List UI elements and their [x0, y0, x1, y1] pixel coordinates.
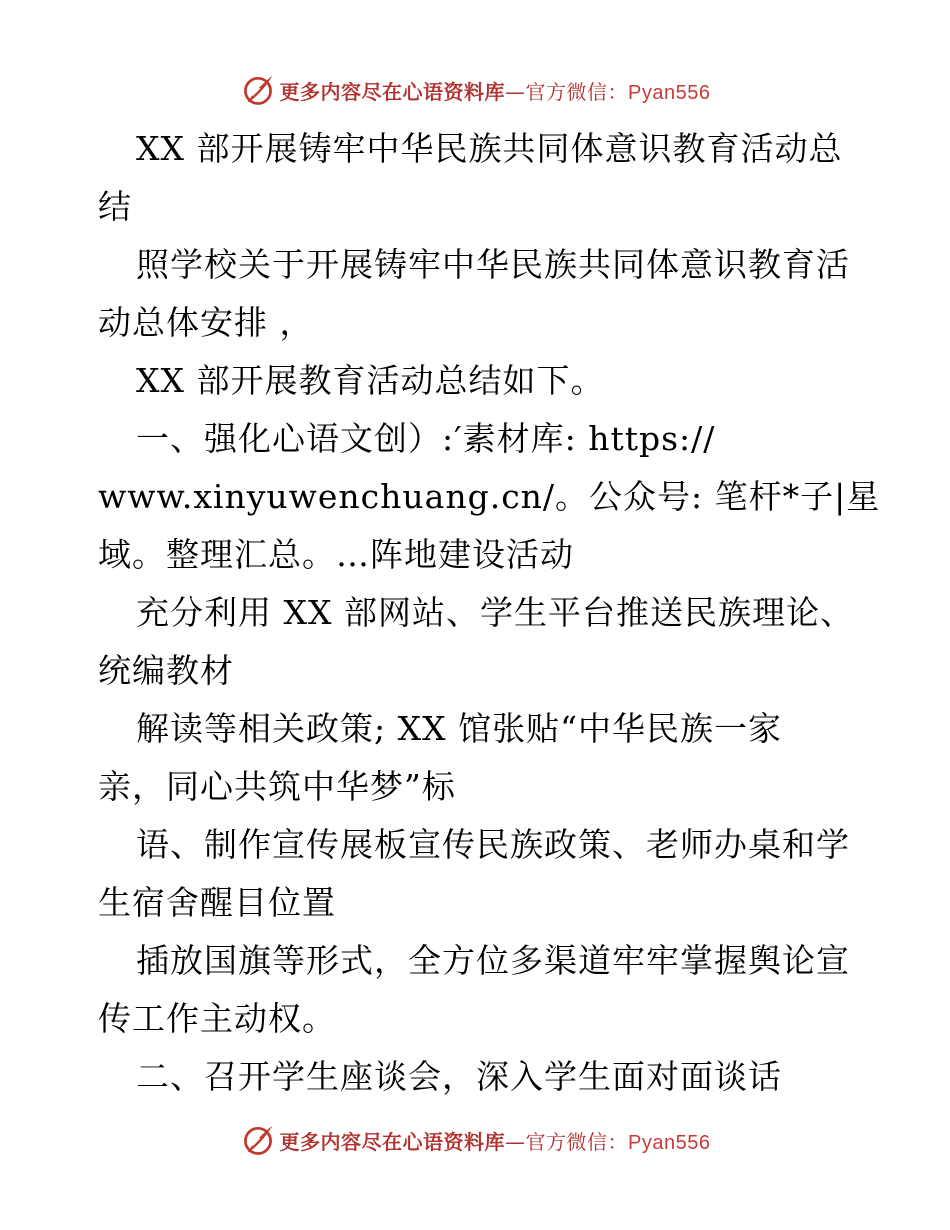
document-line: 域。整理汇总。…阵地建设活动 — [98, 535, 574, 574]
document-line: 动总体安排 ， — [98, 303, 314, 342]
document-line: 照学校关于开展铸牢中华民族共同体意识教育活 — [136, 245, 850, 284]
document-line: 生宿舍醒目位置 — [98, 883, 336, 922]
banner-separator: — — [505, 1129, 526, 1154]
document-line: 结 — [98, 187, 132, 226]
quill-pen-logo-icon — [240, 72, 276, 108]
banner-text — [280, 76, 711, 105]
document-body — [98, 120, 881, 1106]
banner-separator: — — [505, 79, 526, 104]
document-line: 亲，同心共筑中华梦”标 — [98, 767, 456, 806]
document-line: XX 部开展教育活动总结如下。 — [136, 361, 605, 400]
banner-wechat-id: Pyan556 — [628, 81, 711, 104]
document-line: XX 部开展铸牢中华民族共同体意识教育活动总 — [136, 129, 843, 168]
document-line: 统编教材 — [98, 651, 234, 690]
document-line: 解读等相关政策; XX 馆张贴“中华民族一家 — [136, 709, 782, 748]
document-line: www.xinyuwenchuang.cn/。公众号: 笔杆*子|星 — [98, 477, 881, 516]
document-line: 插放国旗等形式，全方位多渠道牢牢掌握舆论宣 — [136, 941, 850, 980]
banner-brand: 更多内容尽在心语资料库 — [279, 1129, 506, 1154]
document-line: 传工作主动权。 — [98, 999, 336, 1038]
banner-wechat-label: 官方微信： — [525, 79, 629, 104]
document-line: 语、制作宣传展板宣传民族政策、老师办桌和学 — [136, 825, 850, 864]
banner-wechat-label: 官方微信： — [525, 1129, 629, 1154]
quill-pen-logo-icon — [240, 1122, 276, 1158]
footer-banner — [0, 1118, 950, 1162]
banner-wechat-id: Pyan556 — [628, 1131, 711, 1154]
document-line: 二、召开学生座谈会，深入学生面对面谈话 — [136, 1057, 782, 1096]
document-line: 充分利用 XX 部网站、学生平台推送民族理论、 — [136, 593, 854, 632]
header-banner — [0, 68, 950, 112]
document-line: 一、强化心语文创）:′素材库: https:// — [136, 419, 716, 458]
banner-text — [280, 1126, 711, 1155]
banner-brand: 更多内容尽在心语资料库 — [279, 79, 506, 104]
